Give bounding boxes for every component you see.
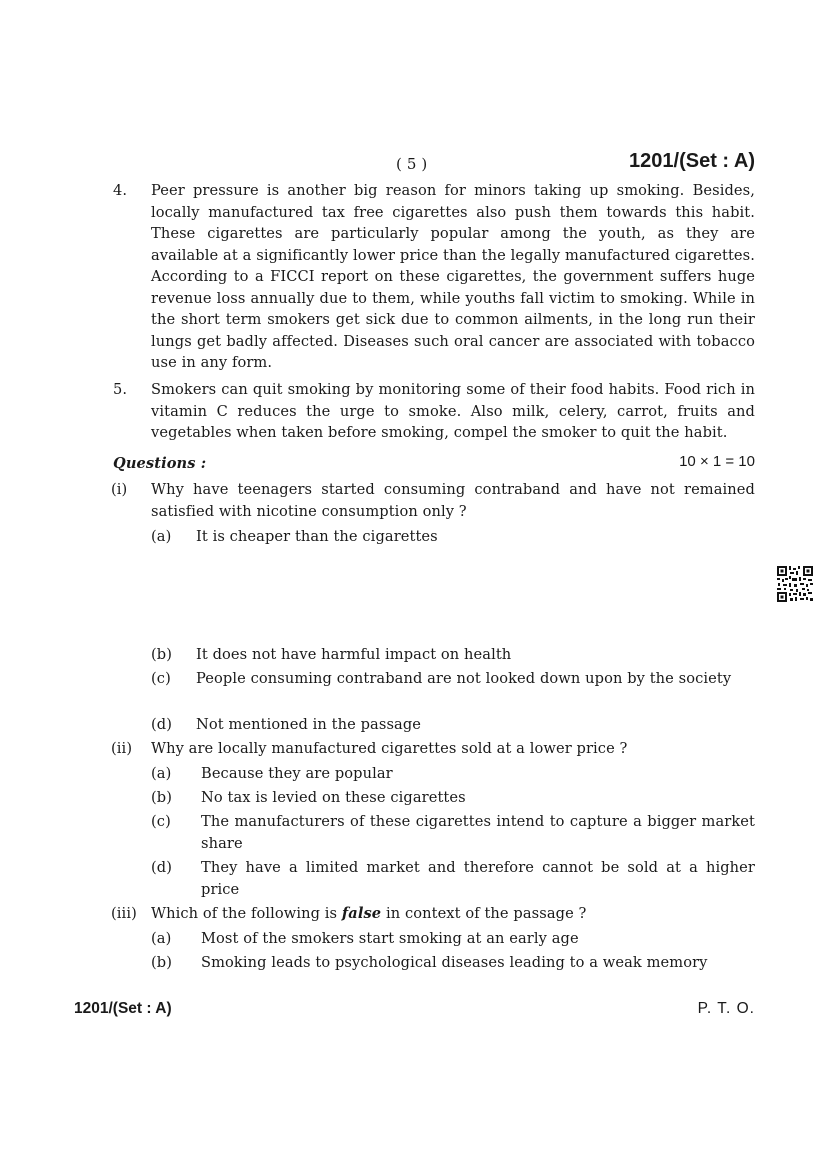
option-text: No tax is levied on these cigarettes: [201, 789, 466, 806]
question-number: (iii): [111, 905, 137, 922]
question-number: (ii): [111, 740, 133, 757]
option-label: (d): [151, 859, 173, 876]
option-text: It is cheaper than the cigarettes: [196, 528, 438, 545]
questions-heading: Questions :: [113, 455, 207, 472]
option-label: (c): [151, 670, 171, 687]
question-text-before: Which of the following is: [151, 905, 338, 922]
option-label: (c): [151, 813, 171, 830]
option-label: (a): [151, 765, 172, 782]
paragraph-number: 5.: [113, 381, 128, 398]
question-text: Why have teenagers started consuming contraband and have not remained satisfied with nicotine consumption only ?: [151, 481, 755, 520]
question-text: [151, 903, 755, 925]
option-text: The manufacturers of these cigarettes intend to capture a bigger market share: [201, 813, 755, 852]
page-number: ( 5 ): [396, 155, 428, 173]
option-text: People consuming contraband are not looked down upon by the society: [196, 670, 732, 687]
option-text: They have a limited market and therefore cannot be sold at a higher price: [201, 859, 755, 898]
question-text-after: in context of the passage ?: [385, 905, 587, 922]
option-text: Not mentioned in the passage: [196, 716, 422, 733]
option-label: (a): [151, 930, 172, 947]
passage-paragraph: Peer pressure is another big reason for minors taking up smoking. Besides, locally manufactured tax free cigarettes also push them towards this habit. These cigarettes are particularly popular among the youth, as they are available at a significantly lower price than the legally manufactured cigarettes. According to a FICCI report on these cigarettes, the government suffers huge revenue loss annually due to them, while youths fall victim to smoking. While in the short term smokers get sick due to common ailments, in the long run their lungs get badly affected. Diseases such oral cancer are associated with tobacco use in any form.: [151, 182, 755, 371]
option-label: (d): [151, 716, 173, 733]
passage-paragraph: Smokers can quit smoking by monitoring some of their food habits. Food rich in vitamin C reduces the urge to smoke. Also milk, celery, carrot, fruits and vegetables when taken before smoking, compel the smoker to quit the habit.: [151, 381, 755, 441]
option-label: (a): [151, 528, 172, 545]
emphasis-false: false: [341, 905, 382, 922]
option-label: (b): [151, 954, 173, 971]
question-number: (i): [111, 481, 128, 498]
option-text: Most of the smokers start smoking at an early age: [201, 930, 579, 947]
option-text: Because they are popular: [201, 765, 393, 782]
footer-set-code: 1201/(Set : A): [74, 1000, 172, 1017]
paragraph-number: 4.: [113, 182, 128, 199]
marks-allocation: 10 × 1 = 10: [679, 453, 755, 470]
question-text: Why are locally manufactured cigarettes sold at a lower price ?: [151, 740, 628, 757]
please-turn-over: P. T. O.: [697, 1000, 755, 1017]
option-label: (b): [151, 789, 173, 806]
qr-code-image: [776, 565, 814, 603]
option-label: (b): [151, 646, 173, 663]
set-code-header: 1201/(Set : A): [629, 150, 755, 172]
option-text: Smoking leads to psychological diseases leading to a weak memory: [201, 954, 708, 971]
option-text: It does not have harmful impact on health: [196, 646, 512, 663]
